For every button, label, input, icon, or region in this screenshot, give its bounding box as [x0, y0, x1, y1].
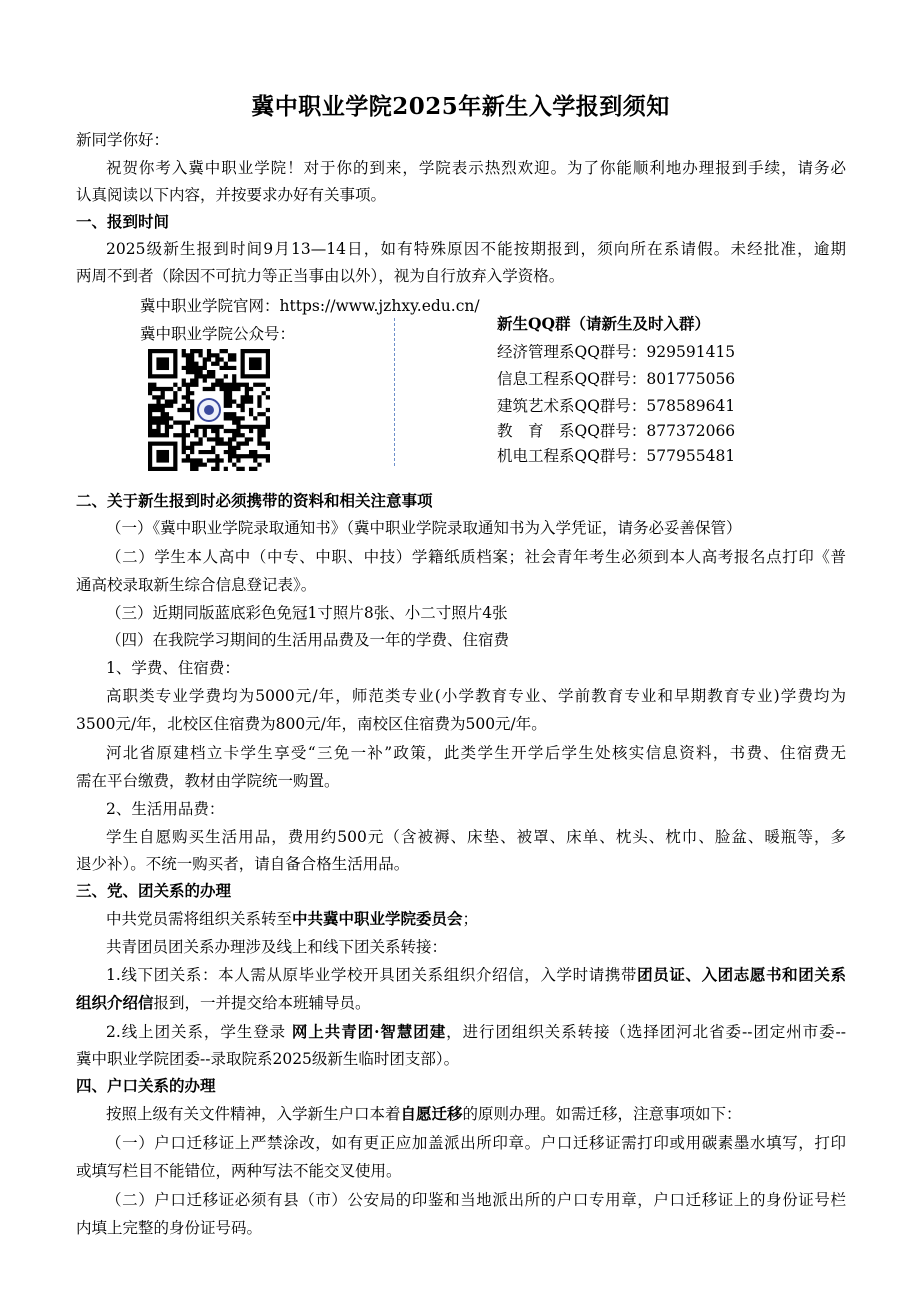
qq-group-economics: 经济管理系QQ群号：929591415	[497, 343, 736, 361]
offline-text: 1.线下团关系：本人需从原毕业学校开具团关系组织介绍信，入学时请携带	[106, 966, 638, 984]
s4-item-2-line-2: 内填上完整的身份证号码。	[76, 1219, 263, 1237]
official-website: 冀中职业学院官网：https://www.jzhxy.edu.cn/	[140, 297, 480, 315]
s2-item-2-line-1: （二）学生本人高中（中专、中职、中技）学籍纸质档案；社会青年考生必须到本人高考报名点打印《普	[106, 548, 846, 566]
offline-league-line-1	[106, 965, 846, 985]
s2-item-1: （一）《冀中职业学院录取通知书》（冀中职业学院录取通知书为入学凭证，请务必妥善保管）	[106, 519, 742, 537]
qr-code-icon	[148, 349, 270, 471]
offline-documents: 团员证、入团志愿书和团关系	[637, 965, 846, 984]
household-intro	[106, 1104, 742, 1124]
s4-item-1-line-2: 或填写栏目不能错位，两种写法不能交叉使用。	[76, 1162, 402, 1180]
daily-goods-line-2: 退少补）。不统一购买者，请自备合格生活用品。	[76, 855, 410, 873]
section-3-heading: 三、党、团关系的办理	[76, 881, 232, 900]
daily-goods-line-1: 学生自愿购买生活用品，费用约500元（含被褥、床垫、被罩、床单、枕头、枕巾、脸盆、暖瓶等，多	[106, 828, 846, 846]
party-text: 中共党员需将组织关系转至	[106, 910, 293, 928]
tuition-line-1: 高职类专业学费均为5000元/年，师范类专业(小学教育专业、学前教育专业和早期教育专业)学费均为	[106, 687, 846, 705]
online-text: 2.线上团关系，学生登录	[106, 1023, 292, 1041]
s2-item-3: （三）近期同版蓝底彩色免冠1寸照片8张、小二寸照片4张	[106, 604, 508, 622]
offline-letter: 组织介绍信	[76, 993, 154, 1012]
s2-item-4: （四）在我院学习期间的生活用品费及一年的学费、住宿费	[106, 631, 510, 649]
qq-group-mech-elec: 机电工程系QQ群号：577955481	[497, 447, 736, 465]
s1-para-line-1: 2025级新生报到时间9月13—14日，如有特殊原因不能按期报到，须向所在系请假。未经批准，逾期	[106, 240, 846, 258]
s4-item-2-line-1: （二）户口迁移证必须有县（市）公安局的印鉴和当地派出所的户口专用章，户口迁移证上的身份证号栏	[106, 1191, 846, 1209]
household-voluntary: 自愿迁移	[400, 1104, 463, 1123]
section-1-heading: 一、报到时间	[76, 212, 170, 231]
daily-goods-heading: 2、生活用品费：	[106, 800, 225, 818]
qq-group-info-eng: 信息工程系QQ群号：801775056	[497, 370, 736, 388]
qq-group-education: 教 育 系QQ群号：877372066	[497, 422, 736, 440]
section-4-heading: 四、户口关系的办理	[76, 1076, 216, 1095]
household-text-end: 的原则办理。如需迁移，注意事项如下：	[462, 1105, 742, 1123]
s4-item-1-line-1: （一）户口迁移证上严禁涂改，如有更正应加盖派出所印章。户口迁移证需打印或用碳素墨水填写，打印	[106, 1134, 846, 1152]
offline-league-line-2	[76, 993, 371, 1013]
wechat-account-label: 冀中职业学院公众号：	[140, 325, 296, 343]
online-league-line-2: 冀中职业学院团委--录取院系2025级新生临时团支部）。	[76, 1050, 460, 1068]
household-text: 按照上级有关文件精神，入学新生户口本着	[106, 1105, 401, 1123]
s2-item-2-line-2: 通高校录取新生综合信息登记表》。	[76, 576, 317, 594]
tuition-line-2: 3500元/年，北校区住宿费为800元/年，南校区住宿费为500元/年。	[76, 715, 547, 733]
league-transfer-intro: 共青团员团关系办理涉及线上和线下团关系转接：	[106, 938, 448, 956]
offline-text-end: 报到，一并提交给本班辅导员。	[153, 994, 371, 1012]
page-title: 冀中职业学院2025年新生入学报到须知	[251, 93, 670, 120]
section-2-heading: 二、关于新生报到时必须携带的资料和相关注意事项	[76, 491, 433, 510]
poverty-policy-line-2: 需在平台缴费，教材由学院统一购置。	[76, 772, 340, 790]
online-text-end: ，进行团组织关系转接（选择团河北省委--团定州市委--	[446, 1023, 847, 1041]
poverty-policy-line-1: 河北省原建档立卡学生享受“三免一补”政策，此类学生开学后学生处核实信息资料，书费、住宿费无	[106, 744, 846, 762]
qq-group-architecture: 建筑艺术系QQ群号：578589641	[497, 397, 736, 415]
greeting: 新同学你好：	[76, 131, 170, 149]
tuition-heading: 1、学费、住宿费：	[106, 659, 240, 677]
column-divider	[394, 318, 395, 466]
s1-para-line-2: 两周不到者（除因不可抗力等正当事由以外），视为自行放弃入学资格。	[76, 267, 565, 285]
intro-line-2: 认真阅读以下内容，并按要求办好有关事项。	[76, 186, 387, 204]
party-transfer	[106, 909, 478, 929]
online-platform: 网上共青团·智慧团建	[291, 1022, 447, 1041]
party-committee: 中共冀中职业学院委员会	[292, 909, 463, 928]
intro-line-1: 祝贺你考入冀中职业学院！对于你的到来，学院表示热烈欢迎。为了你能顺利地办理报到手续，请务必	[106, 159, 846, 177]
online-league-line-1	[106, 1022, 846, 1042]
party-text-end: ；	[462, 910, 479, 928]
qq-group-title: 新生QQ群（请新生及时入群）	[497, 314, 711, 333]
